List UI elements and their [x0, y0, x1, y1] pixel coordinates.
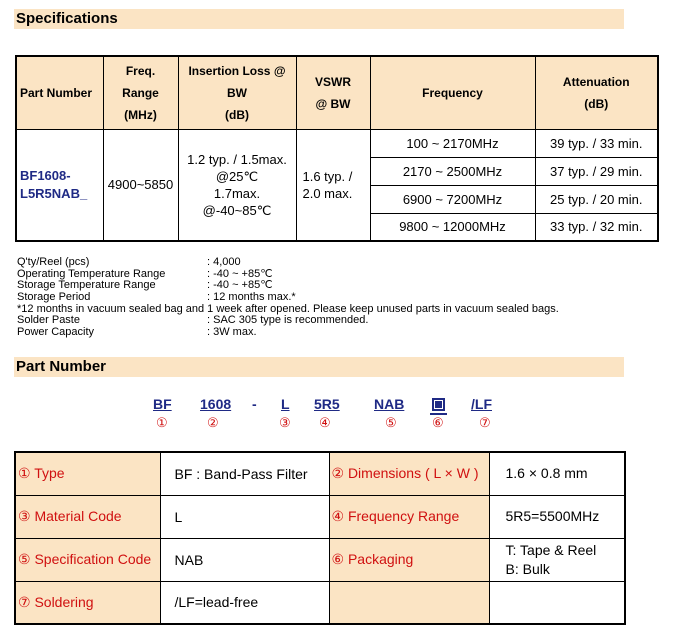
marker-7: ⑦ — [479, 415, 491, 430]
part-number-cell — [16, 129, 103, 241]
header-insertion-loss — [178, 56, 296, 129]
header-text: @ BW — [315, 96, 351, 111]
header-text: Range — [122, 85, 159, 100]
legend-value: 5R5=5500MHz — [489, 495, 625, 538]
pn-code-dimensions: 1608 — [200, 396, 232, 412]
table-row — [16, 129, 658, 157]
note-key: Operating Temperature Range — [17, 267, 166, 280]
band-frequency: 9800 ~ 12000MHz — [370, 213, 535, 241]
note-value: : 4,000 — [207, 256, 241, 268]
note-value: : -40 ~ +85℃ — [207, 279, 273, 292]
note-key: Solder Paste — [17, 314, 80, 327]
legend-value — [489, 538, 625, 581]
note-key: Storage Temperature Range — [17, 279, 156, 292]
legend-empty-cell — [489, 581, 625, 624]
header-text: Freq. — [125, 63, 156, 78]
legend-value: L — [160, 495, 329, 538]
pn-code-frequency: 5R5 — [314, 396, 340, 412]
note-value: : SAC 305 type is recommended. — [207, 314, 369, 327]
insertion-loss-cell — [178, 129, 296, 241]
band-frequency: 100 ~ 2170MHz — [370, 129, 535, 157]
specifications-heading: Specifications — [14, 9, 624, 29]
legend-label: ⑦ Soldering — [15, 581, 160, 624]
band-frequency: 2170 ~ 2500MHz — [370, 157, 535, 185]
legend-label: ① Type — [15, 452, 160, 495]
legend-value: /LF=lead-free — [160, 581, 329, 624]
note-value: : 12 months max.* — [207, 291, 296, 304]
header-vswr — [296, 56, 370, 129]
band-attenuation: 37 typ. / 29 min. — [535, 157, 658, 185]
header-part-number: Part Number — [16, 56, 103, 129]
legend-label: ④ Frequency Range — [329, 495, 489, 538]
il-text: @-40~85℃ — [202, 202, 272, 218]
note-value: : -40 ~ +85℃ — [207, 267, 273, 280]
legend-value-line: T: Tape & Reel — [505, 541, 597, 558]
note-key: Power Capacity — [17, 326, 95, 339]
legend-label: ⑥ Packaging — [329, 538, 489, 581]
vswr-text: 1.6 typ. / — [302, 168, 353, 184]
legend-label: ⑤ Specification Code — [15, 538, 160, 581]
header-text: (dB) — [225, 107, 249, 122]
part-number-legend-table — [14, 451, 626, 625]
header-freq-range — [103, 56, 178, 129]
pn-code-dash: - — [252, 396, 257, 412]
marker-5: ⑤ — [385, 415, 397, 430]
il-text: 1.7max. — [213, 185, 261, 201]
legend-value: 1.6 × 0.8 mm — [489, 452, 625, 495]
vswr-text: 2.0 max. — [302, 185, 353, 201]
vswr-cell — [296, 129, 370, 241]
note-key: Storage Period — [17, 291, 91, 304]
header-attenuation — [535, 56, 658, 129]
freq-range-cell: 4900~5850 — [103, 129, 178, 241]
note-footnote: *12 months in vacuum sealed bag and 1 week after opened. Please keep unused parts in vacuum sealed bags. — [17, 302, 559, 315]
legend-empty-cell — [329, 581, 489, 624]
legend-value-line: B: Bulk — [505, 560, 550, 577]
part-number-text: L5R5NAB_ — [20, 185, 88, 201]
header-frequency: Frequency — [370, 56, 535, 129]
pn-code-specification: NAB — [374, 396, 405, 412]
il-text: @25℃ — [215, 168, 259, 184]
packaging-box-icon-fill — [435, 401, 442, 408]
table-row — [15, 452, 625, 495]
band-frequency: 6900 ~ 7200MHz — [370, 185, 535, 213]
header-text: (MHz) — [124, 107, 157, 122]
header-text: BW — [227, 85, 247, 100]
legend-label: ③ Material Code — [15, 495, 160, 538]
marker-1: ① — [156, 415, 168, 430]
pn-code-material: L — [281, 396, 290, 412]
marker-6: ⑥ — [432, 415, 444, 430]
legend-value: BF : Band-Pass Filter — [160, 452, 329, 495]
il-text: 1.2 typ. / 1.5max. — [187, 151, 287, 167]
header-text: Attenuation — [562, 74, 630, 89]
band-attenuation: 39 typ. / 33 min. — [535, 129, 658, 157]
header-text: VSWR — [315, 74, 351, 89]
table-row — [15, 495, 625, 538]
spec-header-row — [16, 56, 658, 129]
part-number-heading: Part Number — [14, 357, 624, 377]
legend-label: ② Dimensions ( L × W ) — [329, 452, 489, 495]
note-key: Q'ty/Reel (pcs) — [17, 256, 90, 268]
pn-code-type: BF — [153, 396, 172, 412]
part-number-text: BF1608- — [20, 167, 71, 183]
legend-value: NAB — [160, 538, 329, 581]
band-attenuation: 33 typ. / 32 min. — [535, 213, 658, 241]
marker-2: ② — [207, 415, 219, 430]
note-value: : 3W max. — [207, 326, 257, 339]
table-row — [15, 538, 625, 581]
header-text: (dB) — [584, 96, 609, 111]
pn-code-soldering: /LF — [471, 396, 492, 412]
header-text: Insertion Loss @ — [188, 63, 286, 78]
marker-4: ④ — [319, 415, 331, 430]
marker-3: ③ — [279, 415, 291, 430]
specifications-table — [15, 55, 659, 242]
table-row — [15, 581, 625, 624]
band-attenuation: 25 typ. / 20 min. — [535, 185, 658, 213]
